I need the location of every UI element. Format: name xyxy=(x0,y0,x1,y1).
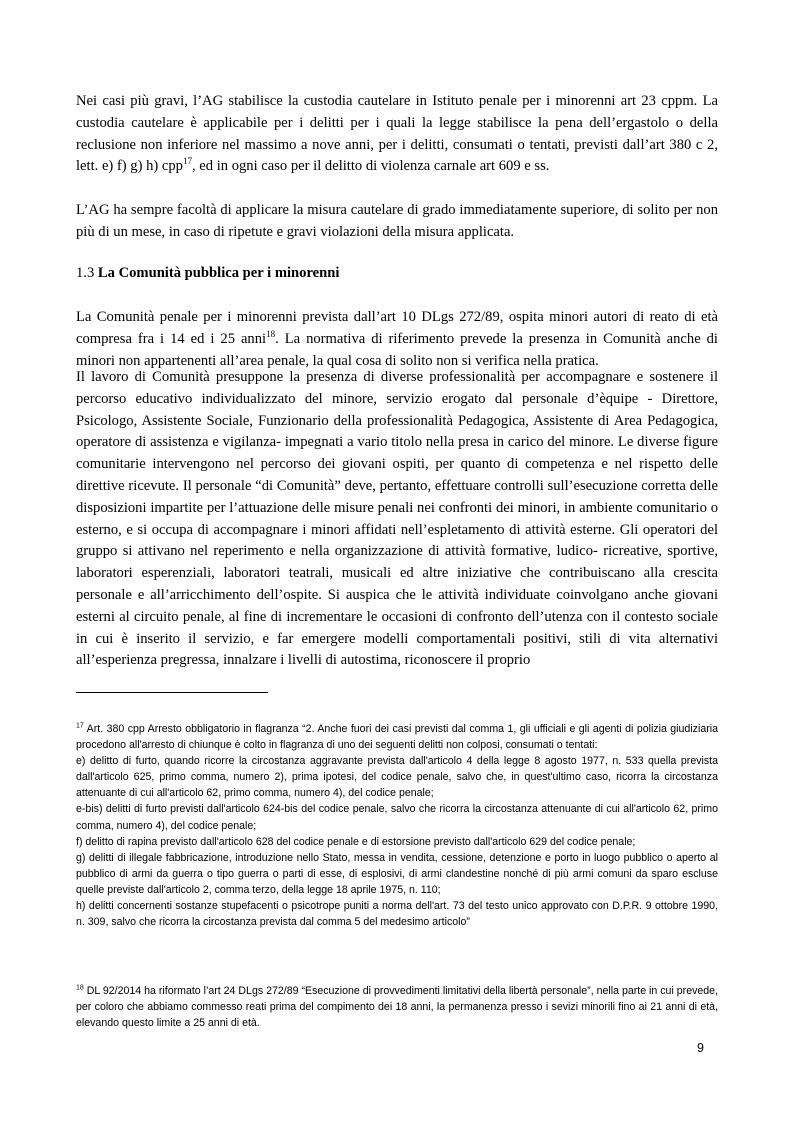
section-title: La Comunità pubblica per i minorenni xyxy=(97,265,340,281)
footnote-17 xyxy=(76,721,718,930)
footnote-separator xyxy=(76,692,268,693)
footnote-18-text: DL 92/2014 ha riformato l’art 24 DLgs 272/89 “Esecuzione di provvedimenti limitativi della libertà personale”, nella parte in cui prevede, per coloro che abbiamo commesso reati prima del compimento dei 18 anni, la permanenza presso i sevizi minorili fino ai 21 anni di età, elevando questo limite a 25 anni di età. xyxy=(76,985,718,1030)
footnote-18 xyxy=(76,983,718,1031)
paragraph-text-end: . La normativa di riferimento prevede la presenza in Comunità anche di minori non appartenenti all’area penale, la qual cosa di solito non si verifica nella pratica. xyxy=(76,330,718,369)
footnote-17-item-ebis: e-bis) delitti di furto previsti dall'articolo 624-bis del codice penale, salvo che ricorra la circostanza attenuante di cui all'articolo 62, primo comma, numero 4), del codice penale; xyxy=(76,803,718,832)
paragraph-lavoro-comunita: Il lavoro di Comunità presuppone la presenza di diverse professionalità per accompagnare e sostenere il percorso educativo individualizzato del minore, servizio erogato dal personale d’èquipe - Direttore, Psicologo, Assistente Sociale, Funzionario della professionalità Pedagogica, Assistente di Area Pedagogica, operatore di assistenza e vigilanza- impegnati a vario titolo nella presa in carico del minore. Le diverse figure comunitarie intervengono nel percorso dei giovani ospiti, per quanto di competenza e nel rispetto delle direttive ricevute. Il personale “di Comunità” deve, pertanto, effettuare controlli sull’esecuzione corretta delle disposizioni impartite per l’attuazione delle misure penali nei confronti dei minori, in ambiente comunitario o esterno, e si occupa di accompagnare i minori affidati nell’espletamento di attività esterne. Gli operatori del gruppo si attivano nel reperimento e nella organizzazione di attività formative, ludico- ricreative, sportive, laboratori esperenziali, laboratori teatrali, musicali ed altre iniziative che contribuiscano alla crescita personale e all’arricchimento dell’ospite. Si auspica che le attività individuate coinvolgano anche giovani esterni al circuito penale, al fine di incrementare le occasioni di confronto dell’utenza con il contesto sociale in cui è inserito il servizio, e far emergere modelli comportamentali positivi, stili di vita alternativi all’esperienza pregressa, innalzare i livelli di autostima, riconoscere il proprio xyxy=(76,369,718,669)
footnote-17-item-g: g) delitti di illegale fabbricazione, introduzione nello Stato, messa in vendita, cessione, detenzione e porto in luogo pubblico o aperto al pubblico di armi da guerra o tipo guerra o parti di esse, di esplosivi, di armi clandestine nonché di più armi comuni da sparo escluse quelle previste dall'articolo 2, comma terzo, della legge 18 aprile 1975, n. 110; xyxy=(76,851,718,896)
paragraph-text: Nei casi più gravi, l’AG stabilisce la custodia cautelare in Istituto penale per i minorenni art 23 cppm. La custodia cautelare è applicabile per i delitti per i quali la legge stabilisce la pena dell’ergastolo o della reclusione non inferiore nel massimo a nove anni, per i delitti, consumati o tentati, previsti dall’art 380 c 2, lett. e) f) g) h) cpp xyxy=(76,93,718,175)
paragraph-facolta-ag: L’AG ha sempre facoltà di applicare la misura cautelare di grado immediatamente superiore, di solito per non più di un mese, in caso di ripetute e gravi violazioni della misura applicata. xyxy=(76,202,718,240)
footnote-17-item-h: h) delitti concernenti sostanze stupefacenti o psicotrope puniti a norma dell'art. 73 del testo unico approvato con D.P.R. 9 ottobre 1990, n. 309, salvo che ricorra la circostanza prevista dal comma 5 del medesimo articolo” xyxy=(76,900,718,929)
footnote-17-item-f: f) delitto di rapina previsto dall'articolo 628 del codice penale e di estorsione previsto dall'articolo 629 del codice penale; xyxy=(76,835,636,848)
footnote-ref-18[interactable]: 18 xyxy=(266,328,276,339)
paragraph-comunita-penale xyxy=(76,307,718,372)
section-number: 1.3 xyxy=(76,265,95,281)
footnote-17-item-e: e) delitto di furto, quando ricorre la circostanza aggravante prevista dall'articolo 4 della legge 8 agosto 1977, n. 533 quella prevista dall'articolo 625, primo comma, numero 2), prima ipotesi, del codice penale, salvo che, in quest'ultimo caso, ricorra la circostanza attenuante di cui all'articolo 62, primo comma, numero 4), del codice penale; xyxy=(76,755,718,800)
footnote-18-mark: 18 xyxy=(76,984,84,992)
paragraph-text: La Comunità penale per i minorenni prevista dall’art 10 DLgs 272/89, ospita minori autori di reato di età compresa fra i 14 ed i 25 anni xyxy=(76,309,718,347)
paragraph-custodia-cautelare xyxy=(76,91,718,178)
footnote-ref-17[interactable]: 17 xyxy=(182,156,192,167)
footnote-17-mark: 17 xyxy=(76,722,84,730)
footnote-17-text: Art. 380 cpp Arresto obbligatorio in flagranza “2. Anche fuori dei casi previsti dal comma 1, gli ufficiali e gli agenti di polizia giudiziaria procedono all'arresto di chiunque è colto in flagranza di uno dei seguenti delitti non colposi, consumati o tentati: xyxy=(76,723,718,752)
paragraph-text-end: , ed in ogni caso per il delitto di violenza carnale art 609 e ss. xyxy=(191,158,550,175)
page-number: 9 xyxy=(697,1041,704,1055)
footnote-17-intro xyxy=(76,721,718,753)
section-heading xyxy=(76,263,339,285)
